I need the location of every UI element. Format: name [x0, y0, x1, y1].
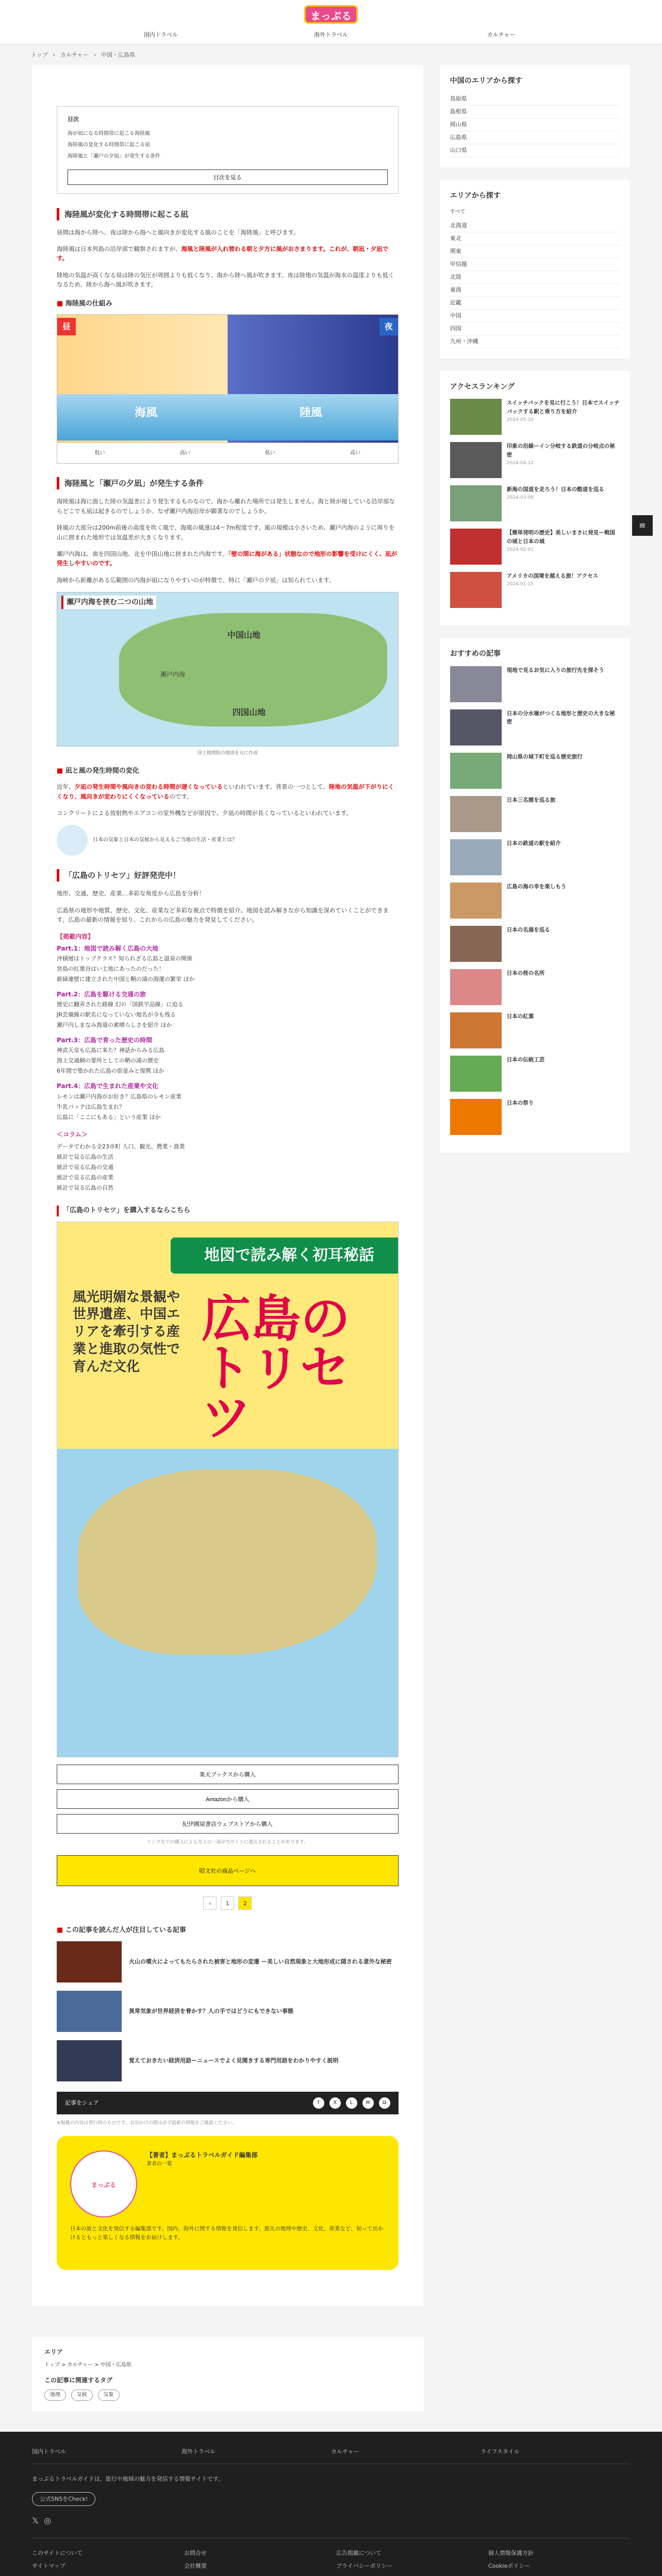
region-item[interactable]: 北陸: [450, 271, 620, 284]
day-label: 昼: [57, 318, 76, 335]
map-label: 中国山地: [227, 630, 261, 640]
recommend-item[interactable]: 現地で見るお気に入りの旅行先を探そう: [450, 666, 620, 702]
footer-link[interactable]: 会社概要: [184, 2563, 207, 2570]
recommend-item[interactable]: 日本の分水嶺がつくる地形と歴史の大きな秘密: [450, 709, 620, 745]
paragraph: 海陸風は海に面した陸の気温差により発生するものなので、海から離れた場所では発生しません。海と陸が接している沿岸部ならどこでも凪は起きるのでしょうか。なぜ瀬戸内海沿岸が顕著なのでしょうか。: [57, 498, 395, 515]
toc-title: 目次: [68, 116, 79, 123]
recommend-item[interactable]: 日本三名園を巡る旅: [450, 796, 620, 832]
cover-subtitle: 風光明媚な景観や世界遺産、中国エリアを牽引する産業と進取の気性で育んだ文化: [73, 1289, 180, 1375]
recommend-item[interactable]: 日本の祭り: [450, 1099, 620, 1135]
tag-list: [44, 2389, 411, 2401]
column-item: データでわかる全23市町 人口、観光、農業・漁業: [57, 1143, 185, 1150]
site-footer: [0, 2432, 662, 2576]
recommend-item[interactable]: 日本の伝統工芸: [450, 1056, 620, 1092]
sidebar-heading: おすすめの記事: [450, 650, 501, 658]
part-item: 新緑連壁に建立された中国と鞆の浦の海運の繁栄 ほか: [57, 975, 195, 982]
global-nav: [0, 29, 662, 41]
x-icon[interactable]: X: [329, 2097, 341, 2109]
recommend-box: [440, 638, 630, 1152]
ranking-item[interactable]: アメリカの国境を越える旅！アクセス 2024-01-15: [450, 572, 620, 608]
instagram-icon[interactable]: ◎: [44, 2516, 52, 2526]
floating-menu-icon[interactable]: ≡: [632, 515, 653, 536]
article-main: [32, 65, 423, 2306]
parts-list: [57, 944, 399, 1193]
footer-links: [32, 2538, 630, 2576]
paragraph: 昼間は海から陸へ、夜は陸から海へと風向きが変化する風のことを「海陸風」と呼びます。: [57, 228, 300, 236]
line-icon[interactable]: L: [346, 2097, 357, 2109]
related-item[interactable]: [57, 2040, 399, 2081]
mail-icon[interactable]: ✉: [362, 2097, 374, 2109]
thumb-image: [450, 399, 502, 435]
land-breeze-label: 陸風: [300, 406, 323, 420]
thumb-image: [57, 1991, 122, 2032]
image-caption: 国土地理院の地図を元に作成: [197, 751, 258, 756]
author-box: [57, 2136, 399, 2270]
thumb-image: [450, 572, 502, 608]
author-text: 日本の旅と文化を発信する編集部です。国内、海外に関する情報を発信します。旅先の地理や歴史、文化、産業など、知って出かけるともっと楽しくなる情報をお届けします。: [70, 2226, 384, 2241]
share-bar: [57, 2092, 399, 2114]
setouchi-map-image: [57, 592, 399, 747]
paragraph: 近年、夕凪の発生時間や風向きの変わる時間が遅くなっているといわれています。背景の一つとして、陸地の気温が下がりにくくなり、風向きが変わりにくくなっているのです。: [57, 783, 394, 800]
recommend-item[interactable]: 日本の鉄道の駅を紹介: [450, 839, 620, 875]
cover-band: 地図で読み解く初耳秘話: [171, 1238, 399, 1274]
sidebar-heading: アクセスランキング: [450, 382, 515, 391]
part-item: 瀬戸内しまなみ海道の素晴らしさを紹介 ほか: [57, 1022, 172, 1029]
cover-land: [78, 1469, 377, 1655]
sidebar-heading: 中国のエリアから探す: [450, 77, 522, 85]
region-item[interactable]: 関東: [450, 245, 620, 258]
paragraph: 海陸風は日本列島の沿岸部で観察されますが、海風と陸風が入れ替わる朝と夕方に風がおさまります。これが、朝凪・夕凪です。: [57, 245, 389, 262]
paragraph: 陸地の気温が高くなる昼は陸の気圧が周囲よりも低くなり、海から陸へ風が吹きます。夜は陸地の気温が海水の温度よりも低くなるため、陸から海へ風が吹きます。: [57, 271, 394, 289]
thumb-image: [57, 2040, 122, 2081]
region-all[interactable]: すべて: [450, 209, 466, 215]
tag[interactable]: 地理: [44, 2389, 66, 2401]
map-label: 四国山地: [233, 707, 266, 718]
related-heading: ■ この記事を読んだ人が注目している記事: [57, 1925, 399, 1936]
cover-title: 広島のトリセツ: [202, 1290, 350, 1447]
recommend-item[interactable]: 広島の海の幸を楽しもう: [450, 883, 620, 919]
footer-link[interactable]: このサイトについて: [32, 2549, 83, 2556]
paragraph: コンクリートによる放射熱やエアコンの室外機などが原因で、夕凪の時間が長くなっているといわれています。: [57, 809, 353, 817]
ranking-item[interactable]: 印象の沿線ーイン分岐する鉄道の分岐点の秘密 2024-04-12: [450, 442, 620, 478]
paragraph: 広島県の地形や地質、歴史、文化、産業など多彩な視点で特徴を紹介。地図を読み解きながら知識を深めていくことができます。広島の最新の情報を知り、これからの広島の魅力を発見してください。: [57, 906, 389, 924]
publisher-page-button[interactable]: 昭文社の商品ページへ: [57, 1855, 399, 1886]
part-item: 歴史に翻弄された路線 幻の「国鉄宇品線」に迫る: [57, 1001, 184, 1008]
region-item[interactable]: 四国: [450, 323, 620, 335]
thumb-image: [450, 442, 502, 478]
region-item[interactable]: 九州・沖縄: [450, 335, 620, 348]
map-label: 瀬戸内海: [160, 671, 186, 679]
paragraph: 地形、交通、歴史、産業…多彩な角度から広島を分析！: [57, 890, 205, 897]
breadcrumb: トップ › カルチャー › 中国・広島県: [0, 44, 662, 65]
map-title: 瀬戸内海を挟む二つの山地: [61, 596, 156, 609]
diagram-legend: 低い 高い 低い 高い: [57, 443, 398, 463]
related-mini-link[interactable]: [57, 825, 399, 856]
paragraph: 陸風の大部分は200m前後の高度を吹く風で、海風の風速は4〜7m程度です。風の規模は小さいため、瀬戸内海のように周りを山に囲まれた地形では気温差が大きくなります。: [57, 524, 395, 541]
area-box: [440, 65, 630, 167]
thumb-image: [450, 529, 502, 565]
buy-amazon-button[interactable]: Amazonから購入: [57, 1789, 399, 1809]
page-2[interactable]: 2: [238, 1896, 252, 1910]
sea-breeze-label: 海風: [135, 406, 158, 420]
footnote: ※掲載の内容は発行時のものです。お出かけの際は必ず最新の情報をご確認ください。: [57, 2120, 237, 2126]
nav-culture[interactable]: カルチャー: [487, 31, 516, 38]
recommend-item[interactable]: 岡山県の城下町を巡る歴史旅行: [450, 753, 620, 789]
region-item[interactable]: 東海: [450, 284, 620, 297]
part-title: Part.1：地図で読み解く広島の大地: [57, 944, 159, 952]
breadcrumb-top[interactable]: トップ: [31, 52, 48, 58]
thumb-image: [57, 1941, 122, 1982]
region-item[interactable]: 東北: [450, 232, 620, 245]
nav-overseas[interactable]: 海外トラベル: [314, 31, 348, 38]
sea-land-breeze-diagram: [57, 314, 399, 464]
section-heading: 海陸風と「瀬戸の夕凪」が発生する条件: [57, 477, 399, 489]
buy-heading: 「広島のトリセツ」を購入するならこちら: [57, 1206, 399, 1216]
related-articles: [57, 1925, 399, 2081]
sub-heading: ■ 凪と風の発生時間の変化: [57, 766, 399, 777]
footer-nav-item[interactable]: ライフスタイル: [481, 2448, 520, 2455]
footer-link[interactable]: お問合せ: [184, 2549, 207, 2556]
toc-item[interactable]: 海陸風の変化する時間帯に起こる凪: [68, 142, 150, 148]
buy-note: リンク先での購入による売上の一部が当サイトに還元されることがあります。: [146, 1839, 309, 1845]
share-label: 記事をシェア: [65, 2099, 99, 2106]
japan-map-icon: [57, 825, 88, 856]
book-cover-image[interactable]: [57, 1222, 399, 1757]
ranking-item[interactable]: 【簡単発明の歴史】美しいまさに発見ー戦国の城と日本の城 2024-02-01: [450, 529, 620, 565]
tags-title: この記事に関連するタグ: [44, 2377, 113, 2384]
page-1[interactable]: 1: [221, 1896, 234, 1910]
link-icon[interactable]: ⧉: [379, 2097, 390, 2109]
part-item: 広島に「ここにもある」という産業 ほか: [57, 1113, 161, 1121]
section-heading: 海陸風が変化する時間帯に起こる凪: [57, 208, 399, 221]
ranking-item[interactable]: スイッチバックを見に行こう！日本でスイッチバックする駅と乗り方を紹介 2024-05-20: [450, 399, 620, 435]
paragraph: 瀬戸内海は、南を四国山地、北を中国山地に挟まれた内海です。「壁の間に海がある」状態なので地形の影響を受けにくく、凪が発生しやすいのです。: [57, 550, 398, 567]
section-heading: 「広島のトリセツ」好評発売中！: [57, 869, 399, 882]
footer-link[interactable]: プライバシーポリシー: [336, 2563, 393, 2570]
ranking-box: [440, 371, 630, 625]
recommend-item[interactable]: 日本の紅葉: [450, 1012, 620, 1048]
related-title: 異常気象が世界経済を脅かす？人の手ではどうにもできない事態: [129, 2007, 293, 2014]
tag[interactable]: 気候: [71, 2389, 93, 2401]
column-item: 統計で見る広島の自然: [57, 1184, 113, 1191]
part-title: Part.4：広島で生まれた産業や文化: [57, 1082, 159, 1090]
night-label: 夜: [379, 318, 398, 335]
author-avatar: まっぷる: [70, 2150, 137, 2217]
sidebar-area-item[interactable]: 島根県: [450, 106, 620, 118]
area-section: [0, 2337, 662, 2432]
related-title: 覚えておきたい経済用語ーニュースでよく見聞きする専門用語をわかりやすく説明: [129, 2057, 339, 2064]
sea-image: [57, 394, 398, 440]
x-icon[interactable]: 𝕏: [32, 2516, 39, 2526]
part-title: Part.2：広島を駆ける交通の旅: [57, 990, 146, 998]
paragraph: 海峡から距離がある広範囲の内海が凪になりやすいのが特徴で、特に「瀬戸の夕凪」は知られています。: [57, 576, 335, 584]
footer-link[interactable]: 広告掲載について: [336, 2549, 382, 2556]
part-item: レモンは瀬戸内海がお好き？広島県のレモン産業: [57, 1093, 181, 1100]
toc-item[interactable]: 海陸風と「瀬戸の夕凪」が発生する条件: [68, 153, 160, 159]
ranking-item[interactable]: 新海の国道を走ろう！日本の酷道を巡る 2024-03-08: [450, 485, 620, 521]
buy-rakuten-button[interactable]: 楽天ブックスから購入: [57, 1765, 399, 1784]
content-wrap: [0, 65, 662, 2337]
breadcrumb-area[interactable]: 中国・広島県: [101, 52, 136, 58]
area-path[interactable]: トップ > カルチャー > 中国・広島県: [44, 2362, 131, 2368]
sidebar: [440, 65, 630, 1165]
region-item[interactable]: 近畿: [450, 297, 620, 310]
pagination: [57, 1896, 399, 1910]
region-item[interactable]: 北海道: [450, 219, 620, 232]
toc-item[interactable]: 海が凪になる時間帯に起こる海陸風: [68, 130, 150, 137]
sidebar-area-item[interactable]: 鳥取県: [450, 93, 620, 106]
column-item: 統計で見る広島の産業: [57, 1174, 113, 1181]
part-item: 沖積層はトップクラス？知られざる広島と温泉の関係: [57, 955, 193, 962]
footer-nav-item[interactable]: 海外トラベル: [181, 2448, 216, 2455]
table-of-contents: [57, 106, 399, 194]
related-item[interactable]: [57, 1991, 399, 2032]
footer-desc: まっぷるトラベルガイドは、旅行や地域の魅力を発信する情報サイトです。: [32, 2476, 224, 2483]
breadcrumb-culture[interactable]: カルチャー: [60, 52, 89, 58]
sidebar-area-item[interactable]: 岡山県: [450, 118, 620, 131]
region-box: [440, 180, 630, 358]
part-item: 神武天皇も広島に来た？神話からみる広島: [57, 1047, 164, 1054]
buy-kinokuniya-button[interactable]: 紀伊國屋書店ウェブストアから購入: [57, 1814, 399, 1834]
recommend-item[interactable]: 日本の名湯を巡る: [450, 926, 620, 962]
footer-nav-item[interactable]: カルチャー: [331, 2448, 359, 2455]
sidebar-heading: エリアから探す: [450, 192, 501, 200]
footer-nav-item[interactable]: 国内トラベル: [32, 2448, 66, 2455]
author-link[interactable]: 著者の一覧: [146, 2161, 172, 2167]
part-item: 牛乳パックは広島生まれ？: [57, 1103, 125, 1110]
related-title: 火山の噴火によってもたらされた被害と地形の変遷 ー美しい自然現象と大地形成に隠される意外な秘密: [129, 1958, 392, 1965]
region-item[interactable]: 甲信越: [450, 258, 620, 271]
footer-social: [32, 2514, 630, 2528]
thumb-image: [450, 485, 502, 521]
content-heading: 【掲載内容】: [57, 933, 94, 940]
part-item: 6年間で築かれた広島の街並みと復興 ほか: [57, 1067, 164, 1075]
sidebar-area-item[interactable]: 広島県: [450, 131, 620, 144]
footer-nav: [32, 2447, 630, 2464]
sns-button[interactable]: 公式SNSをCheck!: [32, 2492, 95, 2506]
nav-domestic[interactable]: 国内トラベル: [144, 31, 178, 38]
sub-heading: ■ 海陸風の仕組み: [57, 299, 399, 310]
footer-link[interactable]: Cookieポリシー: [488, 2563, 531, 2570]
related-item[interactable]: [57, 1941, 399, 1982]
site-logo[interactable]: まっぷる: [304, 5, 358, 24]
prev-icon[interactable]: ‹: [203, 1896, 217, 1910]
area-box-bottom: [32, 2337, 424, 2411]
column-item: 統計で見る広島の交通: [57, 1163, 113, 1171]
recommend-item[interactable]: 日本の桜の名所: [450, 969, 620, 1005]
part-item: 海上交通網の要所としての鞆の浦の歴史: [57, 1057, 159, 1064]
author-title: 【著者】まっぷるトラベルガイド編集部: [146, 2151, 258, 2159]
part-item: 宮島の紅葉谷はい土地にあったのだった！: [57, 965, 164, 972]
column-title: ＜コラム＞: [57, 1130, 88, 1138]
facebook-icon[interactable]: f: [313, 2097, 324, 2109]
area-title: エリア: [44, 2348, 63, 2356]
sidebar-area-item[interactable]: 山口県: [450, 144, 620, 157]
toc-more-button[interactable]: 目次を見る: [68, 170, 388, 185]
column-item: 統計で見る広島の生活: [57, 1153, 113, 1160]
mini-link-text: 日本の気象と日本の気候から見えるご当地の生活・産業とは？: [93, 837, 237, 843]
part-item: JR芸備線の駅名になっていない地名が今も残る: [57, 1011, 176, 1019]
part-title: Part.3：広島で育った歴史の時間: [57, 1037, 153, 1044]
footer-link[interactable]: サイトマップ: [32, 2563, 65, 2570]
footer-link[interactable]: 個人情報保護方針: [488, 2549, 534, 2556]
tag[interactable]: 気象: [98, 2389, 120, 2401]
region-item[interactable]: 中国: [450, 310, 620, 323]
site-header: [0, 0, 662, 44]
